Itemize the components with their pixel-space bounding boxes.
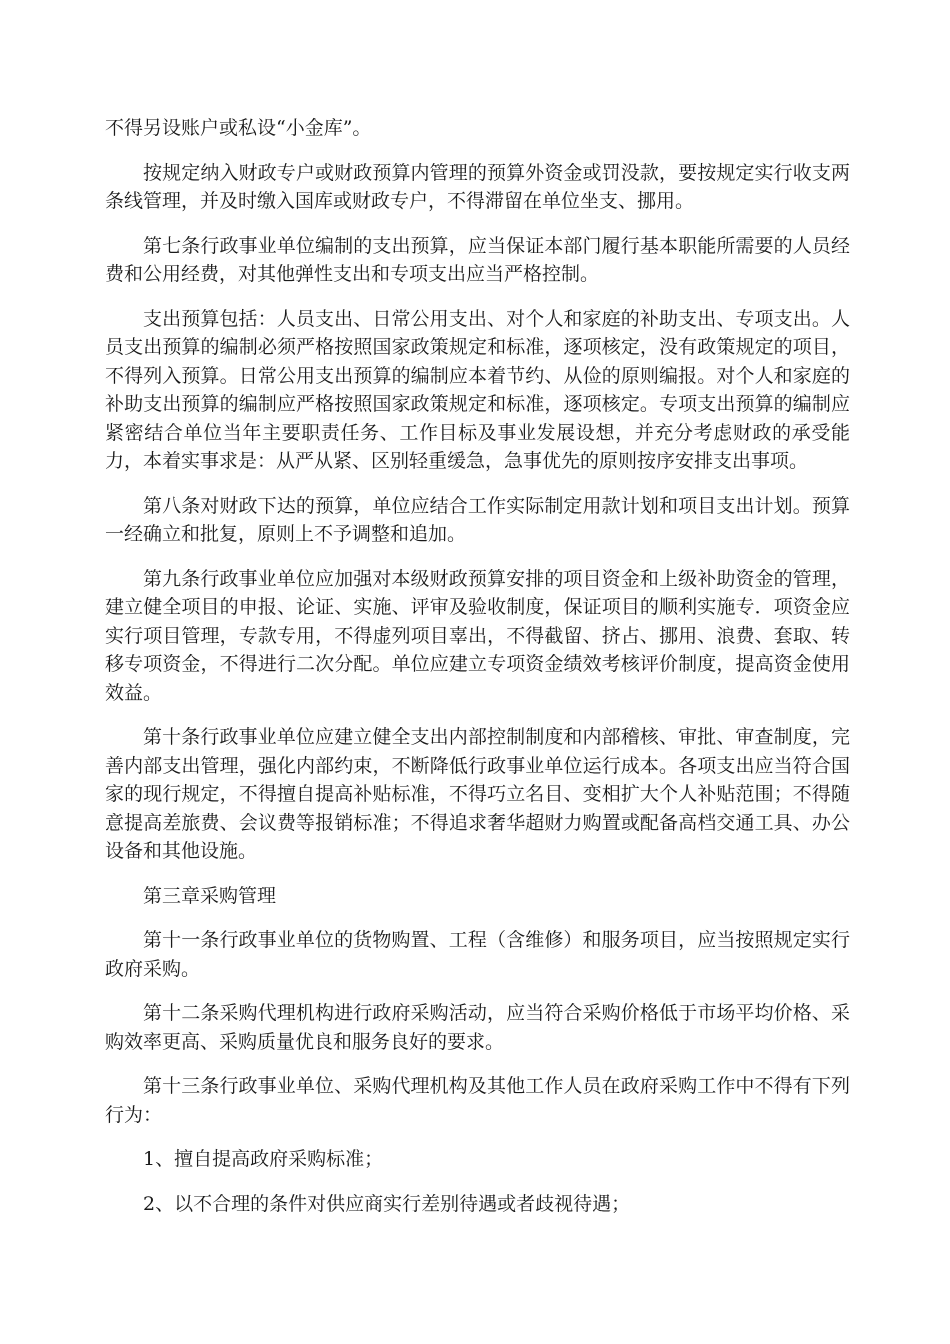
paragraph-article-12: 第十二条采购代理机构进行政府采购活动，应当符合采购价格低于市场平均价格、采购效率更高、采购质量优良和服务良好的要求。 bbox=[105, 1002, 850, 1053]
paragraph-article-7: 第七条行政事业单位编制的支出预算，应当保证本部门履行基本职能所需要的人员经费和公用经费，对其他弹性支出和专项支出应当严格控制。 bbox=[105, 234, 850, 285]
paragraph-article-13: 第十三条行政事业单位、采购代理机构及其他工作人员在政府采购工作中不得有下列行为： bbox=[105, 1075, 850, 1126]
paragraph-expenditure-budget: 支出预算包括：人员支出、日常公用支出、对个人和家庭的补助支出、专项支出。人员支出预算的编制必须严格按照国家政策规定和标准，逐项核定，没有政策规定的项目，不得列入预算。日常公用支出预算的编制应本着节约、从俭的原则编报。对个人和家庭的补助支出预算的编制应严格按照国家政策规定和标准，逐项核定。专项支出预算的编制应紧密结合单位当年主要职责任务、工作目标及事业发展设想，并充分考虑财政的承受能力，本着实事求是：从严从紧、区别轻重缓急，急事优先的原则按序安排支出事项。 bbox=[105, 307, 850, 472]
document-body bbox=[105, 114, 850, 1234]
paragraph-extra-budget-funds: 按规定纳入财政专户或财政预算内管理的预算外资金或罚没款，要按规定实行收支两条线管理，并及时缴入国库或财政专户，不得滞留在单位坐支、挪用。 bbox=[105, 161, 850, 212]
paragraph-continuation: 不得另设账户或私设“小金库”。 bbox=[105, 117, 372, 139]
list-item-1: 1、擅自提高政府采购标准； bbox=[143, 1148, 384, 1170]
paragraph-article-8: 第八条对财政下达的预算，单位应结合工作实际制定用款计划和项目支出计划。预算一经确立和批复，原则上不予调整和追加。 bbox=[105, 494, 850, 545]
paragraph-article-10: 第十条行政事业单位应建立健全支出内部控制制度和内部稽核、审批、审查制度，完善内部支出管理，强化内部约束，不断降低行政事业单位运行成本。各项支出应当符合国家的现行规定，不得擅自提高补贴标准，不得巧立名目、变相扩大个人补贴范围；不得随意提高差旅费、会议费等报销标准；不得追求奢华超财力购置或配备高档交通工具、办公设备和其他设施。 bbox=[105, 726, 850, 862]
chapter-heading: 第三章采购管理 bbox=[143, 884, 277, 907]
paragraph-article-9: 第九条行政事业单位应加强对本级财政预算安排的项目资金和上级补助资金的管理，建立健全项目的申报、论证、实施、评审及验收制度，保证项目的顺利实施专．项资金应实行项目管理，专款专用，不得虚列项目辜出，不得截留、挤占、挪用、浪费、套取、转移专项资金，不得进行二次分配。单位应建立专项资金绩效考核评价制度，提高资金使用效益。 bbox=[105, 567, 850, 704]
list-item-2: 2、以不合理的条件对供应商实行差别待遇或者歧视待遇； bbox=[143, 1192, 631, 1215]
paragraph-article-11: 第十一条行政事业单位的货物购置、工程（含维修）和服务项目，应当按照规定实行政府采购。 bbox=[105, 929, 850, 980]
